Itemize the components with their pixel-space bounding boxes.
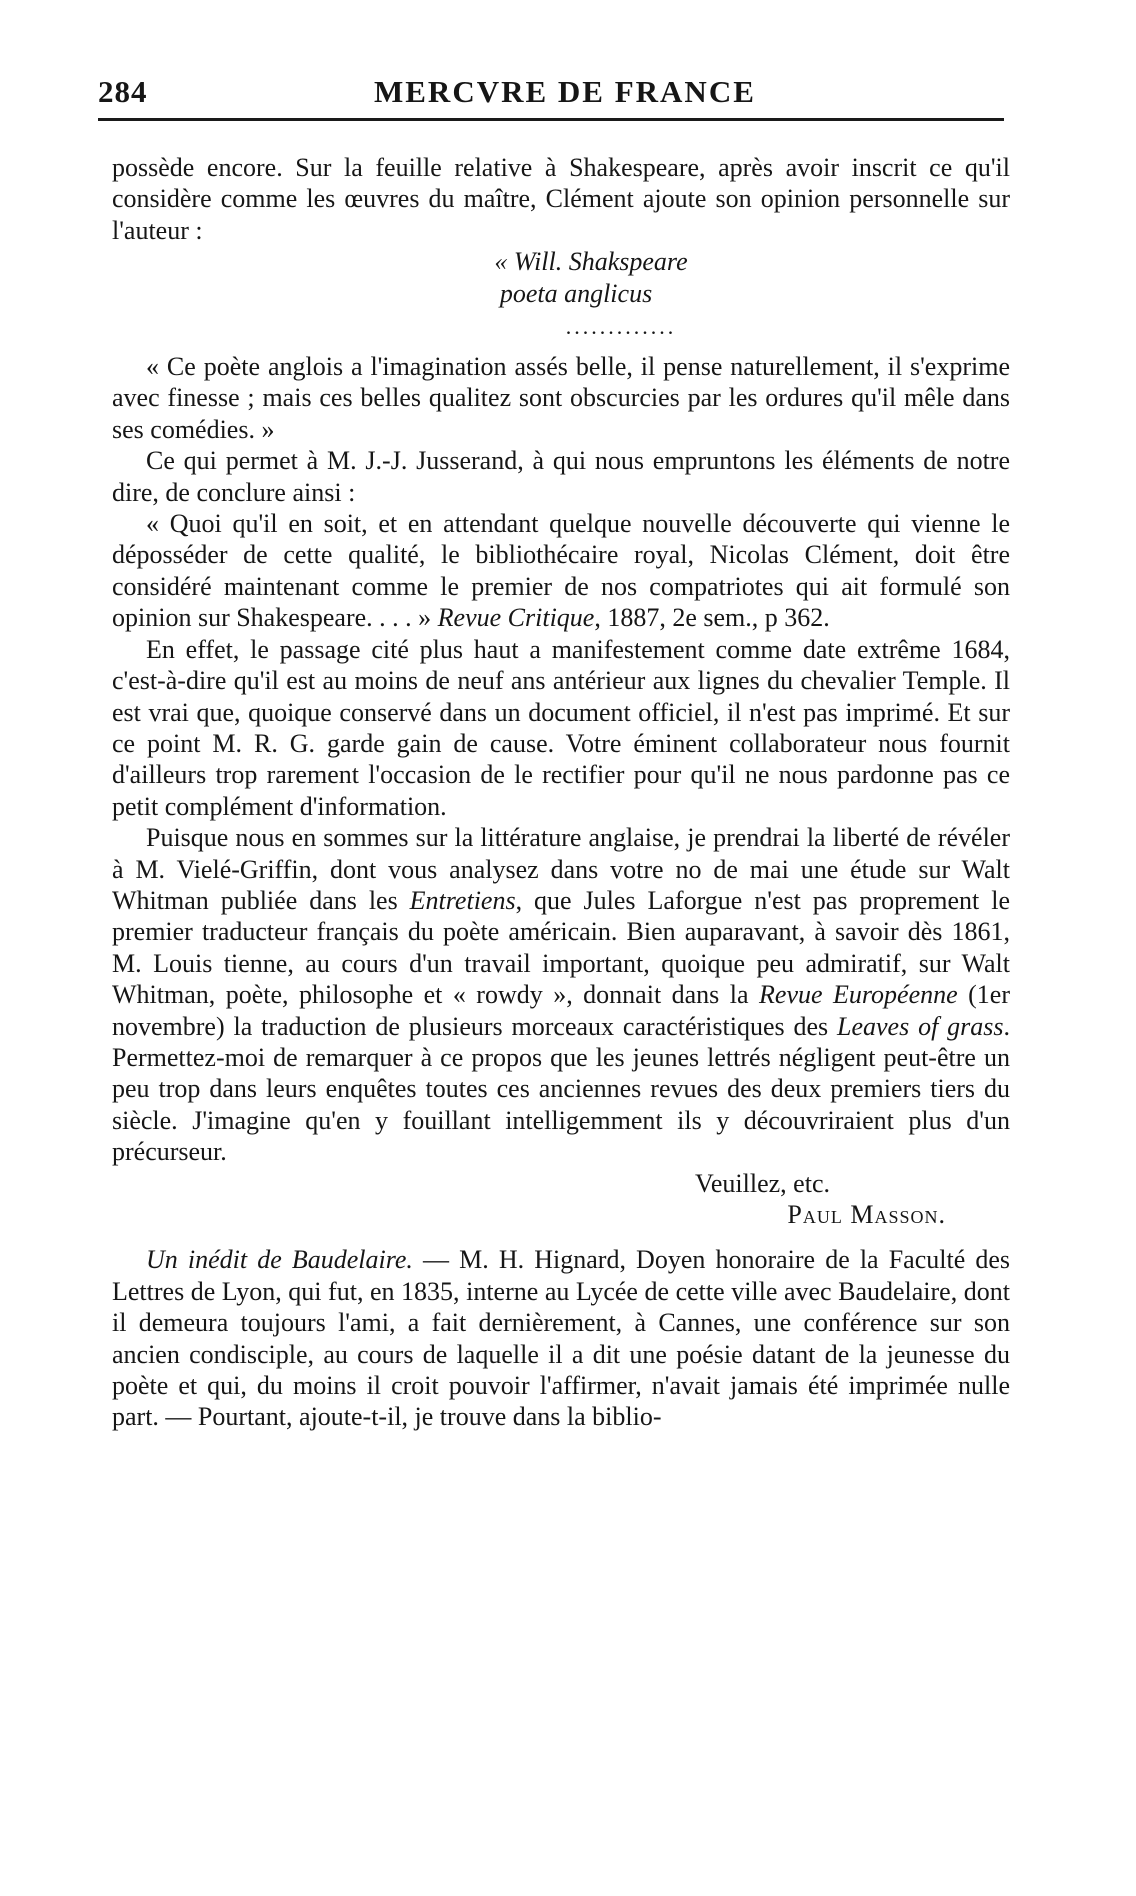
paragraph-intro: possède encore. Sur la feuille relative à Shakespeare, après avoir inscrit ce qu'il considère comme les œuvres du maître, Clément ajoute son opinion personnelle sur l'auteur : xyxy=(112,153,1010,245)
paragraph-quote-clement: « Ce poète anglois a l'imagination assés belle, il pense naturellement, il s'exprime avec finesse ; mais ces belles qualitez sont obscurcies par les ordures qu'il mêle dans ses comédies. » xyxy=(112,352,1010,444)
journal-revue-europeenne: Revue Européenne xyxy=(759,980,958,1010)
journal-entretiens: Entretiens xyxy=(409,885,516,915)
whitman-text-3: (1er novembre) la traduction de plusieurs morceaux caractéristiques des xyxy=(112,980,1010,1041)
journal-title: Revue Critique xyxy=(437,603,595,633)
section-text: — M. H. Hignard, Doyen honoraire de la Faculté des Lettres de Lyon, qui fut, en 1835, interne au Lycée de cette ville avec Baudelaire, dont il demeura toujours l'ami, a fait dernièrement, à Cannes, une conférence sur son ancien condisciple, au cours de laquelle il a dit une poésie datant de la jeunesse du poète et qui, du moins il croit pouvoir l'affirmer, n'avait jamais été imprimée nulle part. — Pourtant, ajoute-t-il, je trouve dans la biblio- xyxy=(112,1245,1010,1432)
quote-title-line: « Will. Shakspeare xyxy=(494,247,688,277)
whitman-text-1: Puisque nous en sommes sur la littérature anglaise, je prendrai la liberté de révéler à M. Vielé-Griffin, dont vous analysez dans votre no de mai une étude sur Walt Whitman publiée dans les xyxy=(112,823,1010,915)
quote-subtitle-line: poeta anglicus xyxy=(499,278,653,308)
letter-signature: Paul Masson. xyxy=(787,1200,946,1229)
paragraph-baudelaire xyxy=(112,1244,1010,1432)
running-head: MERCVRE DE FRANCE xyxy=(374,74,756,109)
quote-text: « Quoi qu'il en soit, et en attendant quelque nouvelle découverte qui vienne le déposséder de cette qualité, le bibliothécaire royal, Nicolas Clément, doit être considéré maintenant comme le premier de nos compatriotes qui ait formulé son opinion sur Shakespeare. . . . » xyxy=(112,509,1010,633)
section-title: Un inédit de Baudelaire. xyxy=(146,1245,413,1275)
ellipsis-dots: ............. xyxy=(565,314,677,340)
whitman-text-2: , que Jules Laforgue n'est pas proprement le premier traducteur français du poète américain. Bien auparavant, à savoir dès 1861, M. Louis tienne, au cours d'un travail important, quoique peu admiratif, sur Walt Whitman, poète, philosophe et « rowdy », donnait dans la xyxy=(112,885,1010,1010)
letter-closing: Veuillez, etc. xyxy=(695,1168,830,1198)
article-body xyxy=(112,152,1010,1433)
quote-citation: , 1887, 2e sem., p 362. xyxy=(594,603,830,633)
paragraph-jusserand-quote xyxy=(112,508,1010,634)
whitman-text-4: . Permettez-moi de remarquer à ce propos que les jeunes lettrés négligent peut-être un peu trop dans leurs enquêtes toutes ces anciennes revues des deux premiers tiers du siècle. J'imagine qu'en y fouillant intelligemment ils y découvriraient plus d'un précurseur. xyxy=(112,1011,1011,1167)
paragraph-whitman xyxy=(112,822,1010,1167)
paragraph-en-effet: En effet, le passage cité plus haut a manifestement comme date extrême 1684, c'est-à-dire qu'il est au moins de neuf ans antérieur aux lignes du chevalier Temple. Il est vrai que, quoique conservé dans un document officiel, il n'est pas imprimé. Et sur ce point M. R. G. garde gain de cause. Votre éminent collaborateur nous fournit d'ailleurs trop rarement l'occasion de le rectifier pour qu'il ne nous pardonne pas ce petit complément d'information. xyxy=(112,634,1010,821)
book-leaves-of-grass: Leaves of grass xyxy=(837,1011,1004,1041)
paragraph-jusserand: Ce qui permet à M. J.-J. Jusserand, à qui nous empruntons les éléments de notre dire, de conclure ainsi : xyxy=(112,446,1010,507)
header-rule xyxy=(98,118,1004,121)
page-header xyxy=(98,70,1004,122)
page-number: 284 xyxy=(98,74,148,109)
